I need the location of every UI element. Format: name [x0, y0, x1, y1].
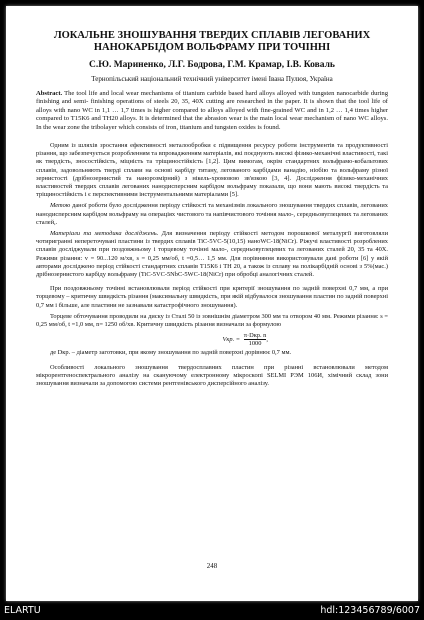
title-line-2: НАНОКАРБІДОМ ВОЛЬФРАМУ ПРИ ТОЧІННІ [93, 42, 331, 53]
abstract-label: Abstract. [36, 90, 63, 97]
formula-tail: , [266, 336, 268, 344]
formula-denominator: 1000 [248, 340, 262, 348]
paper-title [36, 30, 388, 54]
formula [36, 332, 388, 347]
title-line-1: ЛОКАЛЬНЕ ЗНОШУВАННЯ ТВЕРДИХ СПЛАВІВ ЛЕГОВАНИХ [53, 30, 371, 41]
document-page [6, 6, 418, 601]
abstract [36, 90, 388, 132]
abstract-text: The tool life and local wear mechanisms of titanium carbide based hard alloys alloyed with tungsten nanocarbide during finishing and semi- finishing operations of steels 20, 35, 40X cutting are researched in the paper. It is shown that the tool life of alloys with nano WC in 1,1 … 1,7 times is higher compared to alloys alloyed with fine-grained WC and in 1,2 … 1,4 times higher compared to T15K6 and TH20 alloys. It is determined that the abrasion wear is the main local wear mechanism of nano WC alloys. In the wear zone the tribolayer which consists of iron, titanium and tungsten oxides is found. [36, 90, 388, 131]
viewer-footer [0, 605, 424, 620]
paragraph-4: При поздовжньому точінні встановлювали період стійкості при критерії зношування по задній поверхні 0,7 мм, а при торцевому – критичну швидкість різання (максимальну швидкість, при якій відбувалося зношування пластин по задній поверхні 0,7 мм і більше, але пластини не зазнавали катастрофічного зношування). [36, 285, 388, 309]
paragraph-2-text: даної роботи було дослідження періоду стійкості та механізмів локального зношування твердих сплавів, легованих нанодисперсним карбідом вольфраму на операціях чистового та напівчистового точіння мало-, середньовуглецевих та легованих сталей,. [36, 202, 388, 226]
body-text [36, 142, 388, 388]
paragraph-3 [36, 230, 388, 279]
paragraph-2-label: Метою [50, 202, 71, 210]
formula-lhs: Vкр. = [222, 336, 242, 344]
formula-numerator: π·Dкр. n [243, 332, 267, 340]
affiliation: Тернопільський національний технічний університет імені Івана Пулюя, Україна [91, 75, 333, 83]
paragraph-7: Особливості локального зношування твердосплавних пластин при різанні встановлювали методом мікрорентгеноспектрального аналізу на скануючому електронному мікроскопі SELMI РЭМ 106И, хімічний склад зони зношування визначали за допомогою системи рентгенівського дисперсійного аналізу. [36, 363, 388, 387]
formula-fraction [244, 332, 267, 347]
paragraph-6: де Dкр. – діаметр заготовки, при якому зношування по задній поверхні дорівнює 0,7 мм. [50, 349, 292, 357]
paragraph-5: Торцеве обточування проводили на диску із Сталі 50 із зовнішнім діаметром 300 мм та отвором 40 мм. Режими різання: s = 0,25 мм/об, t =1,0 мм, n= 1250 об/хв. Критичну швидкість різання визначали за формулою [36, 312, 388, 329]
repository-name: ELARTU [4, 605, 41, 616]
paragraph-3-label: Матеріали та методика досліджень. [50, 230, 159, 238]
paragraph-2 [36, 202, 388, 227]
page-number: 248 [206, 562, 218, 570]
paragraph-3-text: Для визначення періоду стійкості методом порошкової металургії виготовляли чотиригранні непереточувані пластини із твердих сплавів TiC-5VC-5(10,15) наноWC-18(NiCr). Ріжучі властивості розроблених сплавів досліджували при поздовжньому і торцевому точінні мало-, середньовуглецевих та легованих сталей 20, 35 та 40Х. Режими різання: v = 90...120 м/хв, s = 0,25 мм/об, t =0,5… 1,5 мм. Для порівняння використовували дані роботи [6] у якій авторами досліджено період стійкості стандартних сплавів Т15К6 і ТН 20, а також із сплаву на полікарбідній основі з 5%(мас.) дрібнозернистого карбіду вольфраму (TiC-5VC-5NbC-5WC-18(NiCr) при обробці аналогічних сталей. [36, 230, 389, 279]
page-content [36, 30, 388, 391]
handle-id: hdl:123456789/6007 [320, 605, 420, 616]
authors: С.Ю. Мариненко, Л.Г. Бодрова, Г.М. Крамар, І.В. Коваль [89, 60, 335, 70]
paragraph-1: Одним із шляхів зростання ефективності металообробки є підвищення ресурсу роботи інструментів та продуктивності різання, що забезпечується розробленням та впровадженням матеріалів, які поєднують високі фізико-механічні властивості, такі як твердість, зносостійкість, міцність та тріщиностійкість [1,2]. Цим вимогам, окрім стандартних вольфрамо-кобальтових сплавів, задовольняють тверді сплави на основі карбіду титану, легованого карбідами ванадію, ніобію та вольфраму різної зернистості (дрібнозернистий та нанорозмірний) з нікель-хромовою зв'язкою [3, 4]. Дослідження фізико-механічних властивостей твердих сплавів легованих нанодисперсним карбідом вольфраму показали, що вони мають високі твердість та тріщиностійкість і є перспективними інструментальними матеріалами [5]. [36, 142, 388, 199]
